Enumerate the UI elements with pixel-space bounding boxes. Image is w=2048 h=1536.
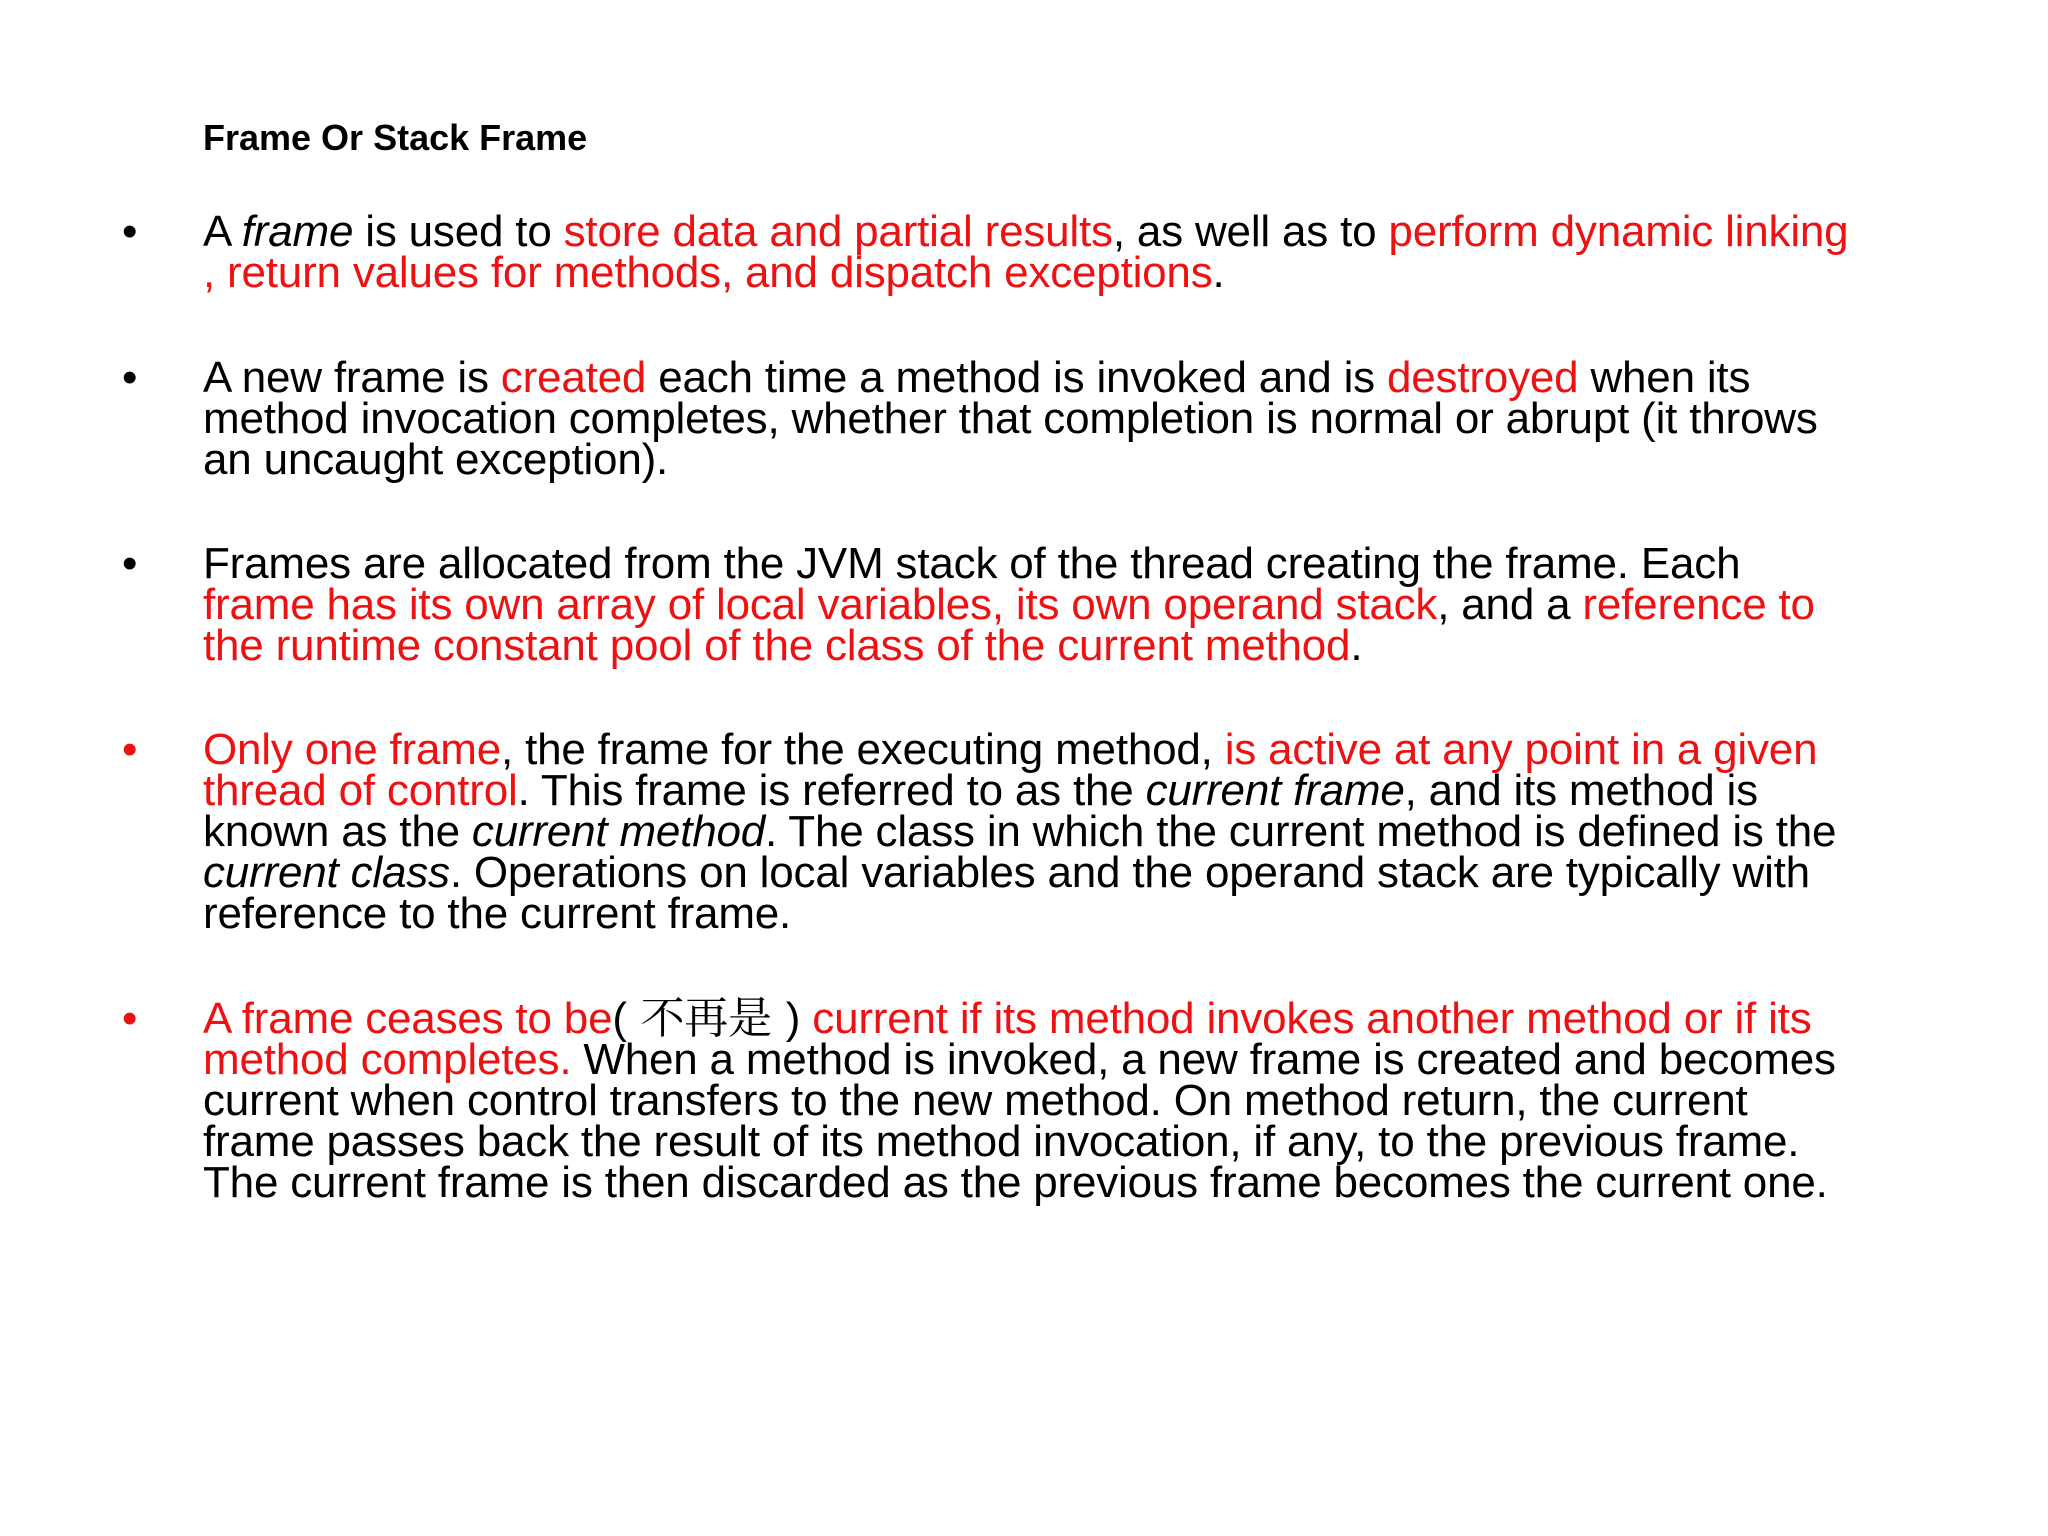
- bullet-marker: •: [122, 539, 138, 588]
- bullet-text: [203, 539, 1963, 670]
- text-run: , and its method is: [1404, 766, 1758, 815]
- text-run: current class: [203, 848, 450, 897]
- text-run: method completes.: [203, 1035, 572, 1084]
- text-run: frame: [241, 207, 354, 256]
- bullet-marker: •: [122, 353, 138, 402]
- text-run: , as well as to: [1112, 207, 1389, 256]
- text-run: , and a: [1437, 580, 1583, 629]
- text-run: Only one frame: [203, 725, 502, 774]
- text-run: is used to: [353, 207, 564, 256]
- text-run: . The class in which the current method is defined is the: [765, 807, 1837, 856]
- text-run: frame has its own array of local variables, its own operand stack: [203, 580, 1438, 629]
- text-run: each time a method is invoked and is: [646, 353, 1387, 402]
- text-run: current method: [471, 807, 766, 856]
- text-run: 不再是: [626, 993, 786, 1044]
- text-run: . This frame is referred to as the: [517, 766, 1146, 815]
- text-run: known as the: [203, 807, 472, 856]
- text-run: is active at any point in a given: [1224, 725, 1818, 774]
- text-run: A new frame is: [203, 353, 501, 402]
- text-run: ): [785, 994, 813, 1043]
- bullet-text: [203, 353, 1963, 484]
- text-run: when its: [1578, 353, 1751, 402]
- bullet-text: [203, 725, 1963, 938]
- text-run: an uncaught exception).: [203, 435, 669, 484]
- slide-title: Frame Or Stack Frame: [203, 117, 588, 158]
- bullet-text: [203, 993, 1963, 1207]
- text-run: method invocation completes, whether that completion is normal or abrupt (it throws: [203, 394, 1818, 443]
- text-run: current frame: [1145, 766, 1405, 815]
- text-run: When a method is invoked, a new frame is created and becomes: [571, 1035, 1836, 1084]
- text-run: .: [1350, 621, 1363, 670]
- bullet-marker: •: [122, 994, 138, 1043]
- text-run: .: [1212, 248, 1225, 297]
- text-run: Frames are allocated from the JVM stack of the thread creating the frame. Each: [203, 539, 1741, 588]
- text-run: The current frame is then discarded as the previous frame becomes the current one.: [203, 1158, 1828, 1207]
- text-run: destroyed: [1386, 353, 1579, 402]
- bullet-marker: •: [122, 207, 138, 256]
- text-run: (: [612, 994, 627, 1043]
- bullet-marker: •: [122, 725, 138, 774]
- text-run: A: [203, 207, 242, 256]
- text-run: current if its method invokes another method or if its: [812, 994, 1812, 1043]
- text-run: current when control transfers to the new method. On method return, the current: [203, 1076, 1748, 1125]
- text-run: A frame ceases to be: [203, 994, 613, 1043]
- text-run: frame passes back the result of its method invocation, if any, to the previous frame.: [203, 1117, 1800, 1166]
- text-run: store data and partial results: [563, 207, 1113, 256]
- text-run: . Operations on local variables and the operand stack are typically with: [449, 848, 1810, 897]
- text-run: , return values for methods, and dispatch exceptions: [203, 248, 1213, 297]
- text-run: reference to: [1582, 580, 1815, 629]
- text-run: thread of control: [203, 766, 518, 815]
- bullet-text: [203, 207, 1963, 297]
- text-run: perform dynamic linking: [1388, 207, 1849, 256]
- text-run: reference to the current frame.: [203, 889, 792, 938]
- text-run: , the frame for the executing method,: [501, 725, 1225, 774]
- text-run: the runtime constant pool of the class of the current method: [203, 621, 1351, 670]
- text-run: created: [500, 353, 647, 402]
